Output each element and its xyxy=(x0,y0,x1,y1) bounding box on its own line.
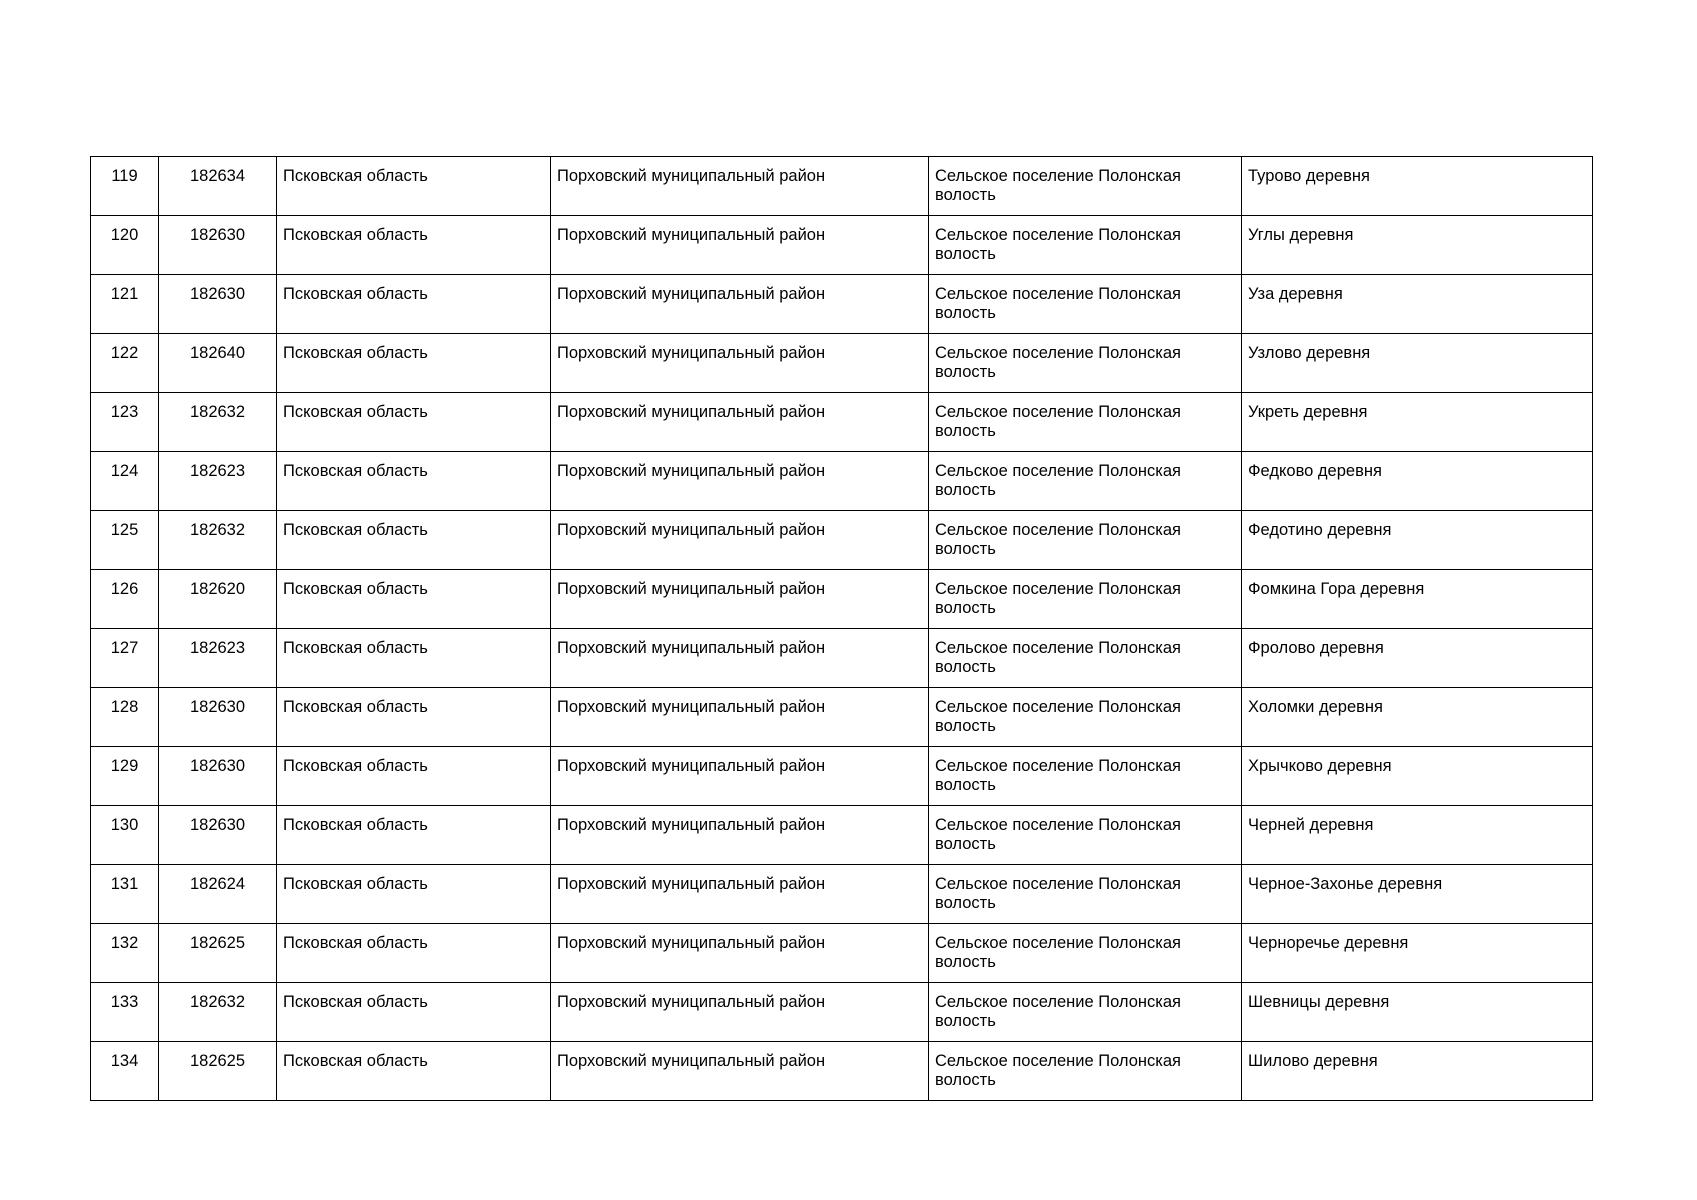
region-cell: Псковская область xyxy=(277,629,551,688)
row-number-cell: 124 xyxy=(91,452,159,511)
table-row xyxy=(91,1042,1593,1101)
locality-cell: Шевницы деревня xyxy=(1242,983,1593,1042)
postal-index-cell: 182630 xyxy=(159,216,277,275)
district-cell: Порховский муниципальный район xyxy=(551,157,929,216)
locality-cell: Черноречье деревня xyxy=(1242,924,1593,983)
row-number-cell: 119 xyxy=(91,157,159,216)
settlement-cell: Сельское поселение Полонская волость xyxy=(929,275,1242,334)
locality-cell: Турово деревня xyxy=(1242,157,1593,216)
locality-cell: Холомки деревня xyxy=(1242,688,1593,747)
table-row xyxy=(91,452,1593,511)
address-table-body xyxy=(91,157,1593,1101)
district-cell: Порховский муниципальный район xyxy=(551,452,929,511)
district-cell: Порховский муниципальный район xyxy=(551,511,929,570)
row-number-cell: 131 xyxy=(91,865,159,924)
row-number-cell: 125 xyxy=(91,511,159,570)
settlement-cell: Сельское поселение Полонская волость xyxy=(929,865,1242,924)
region-cell: Псковская область xyxy=(277,275,551,334)
district-cell: Порховский муниципальный район xyxy=(551,806,929,865)
row-number-cell: 122 xyxy=(91,334,159,393)
district-cell: Порховский муниципальный район xyxy=(551,688,929,747)
region-cell: Псковская область xyxy=(277,983,551,1042)
region-cell: Псковская область xyxy=(277,924,551,983)
postal-index-cell: 182625 xyxy=(159,1042,277,1101)
region-cell: Псковская область xyxy=(277,216,551,275)
district-cell: Порховский муниципальный район xyxy=(551,275,929,334)
locality-cell: Федотино деревня xyxy=(1242,511,1593,570)
settlement-cell: Сельское поселение Полонская волость xyxy=(929,157,1242,216)
settlement-cell: Сельское поселение Полонская волость xyxy=(929,688,1242,747)
locality-cell: Шилово деревня xyxy=(1242,1042,1593,1101)
district-cell: Порховский муниципальный район xyxy=(551,629,929,688)
postal-index-cell: 182625 xyxy=(159,924,277,983)
table-row xyxy=(91,924,1593,983)
locality-cell: Хрычково деревня xyxy=(1242,747,1593,806)
postal-index-cell: 182630 xyxy=(159,747,277,806)
region-cell: Псковская область xyxy=(277,334,551,393)
table-row xyxy=(91,983,1593,1042)
table-row xyxy=(91,629,1593,688)
region-cell: Псковская область xyxy=(277,570,551,629)
postal-index-cell: 182630 xyxy=(159,688,277,747)
table-row xyxy=(91,511,1593,570)
row-number-cell: 133 xyxy=(91,983,159,1042)
settlement-cell: Сельское поселение Полонская волость xyxy=(929,334,1242,393)
postal-index-cell: 182624 xyxy=(159,865,277,924)
region-cell: Псковская область xyxy=(277,747,551,806)
locality-cell: Федково деревня xyxy=(1242,452,1593,511)
row-number-cell: 134 xyxy=(91,1042,159,1101)
table-row xyxy=(91,865,1593,924)
settlement-cell: Сельское поселение Полонская волость xyxy=(929,1042,1242,1101)
district-cell: Порховский муниципальный район xyxy=(551,747,929,806)
locality-cell: Фомкина Гора деревня xyxy=(1242,570,1593,629)
settlement-cell: Сельское поселение Полонская волость xyxy=(929,511,1242,570)
postal-index-cell: 182640 xyxy=(159,334,277,393)
region-cell: Псковская область xyxy=(277,452,551,511)
region-cell: Псковская область xyxy=(277,393,551,452)
locality-cell: Углы деревня xyxy=(1242,216,1593,275)
settlement-cell: Сельское поселение Полонская волость xyxy=(929,924,1242,983)
row-number-cell: 126 xyxy=(91,570,159,629)
settlement-cell: Сельское поселение Полонская волость xyxy=(929,216,1242,275)
table-row xyxy=(91,393,1593,452)
locality-cell: Черней деревня xyxy=(1242,806,1593,865)
district-cell: Порховский муниципальный район xyxy=(551,1042,929,1101)
district-cell: Порховский муниципальный район xyxy=(551,983,929,1042)
postal-index-cell: 182623 xyxy=(159,629,277,688)
district-cell: Порховский муниципальный район xyxy=(551,334,929,393)
postal-index-cell: 182632 xyxy=(159,393,277,452)
address-table xyxy=(90,156,1593,1101)
district-cell: Порховский муниципальный район xyxy=(551,865,929,924)
postal-index-cell: 182630 xyxy=(159,806,277,865)
postal-index-cell: 182623 xyxy=(159,452,277,511)
locality-cell: Узлово деревня xyxy=(1242,334,1593,393)
table-row xyxy=(91,570,1593,629)
district-cell: Порховский муниципальный район xyxy=(551,924,929,983)
settlement-cell: Сельское поселение Полонская волость xyxy=(929,983,1242,1042)
locality-cell: Фролово деревня xyxy=(1242,629,1593,688)
postal-index-cell: 182630 xyxy=(159,275,277,334)
row-number-cell: 129 xyxy=(91,747,159,806)
row-number-cell: 120 xyxy=(91,216,159,275)
region-cell: Псковская область xyxy=(277,806,551,865)
table-row xyxy=(91,275,1593,334)
district-cell: Порховский муниципальный район xyxy=(551,570,929,629)
table-row xyxy=(91,157,1593,216)
region-cell: Псковская область xyxy=(277,1042,551,1101)
region-cell: Псковская область xyxy=(277,511,551,570)
region-cell: Псковская область xyxy=(277,865,551,924)
settlement-cell: Сельское поселение Полонская волость xyxy=(929,747,1242,806)
table-row xyxy=(91,216,1593,275)
table-row xyxy=(91,334,1593,393)
row-number-cell: 123 xyxy=(91,393,159,452)
locality-cell: Черное-Захонье деревня xyxy=(1242,865,1593,924)
row-number-cell: 127 xyxy=(91,629,159,688)
district-cell: Порховский муниципальный район xyxy=(551,393,929,452)
row-number-cell: 132 xyxy=(91,924,159,983)
postal-index-cell: 182632 xyxy=(159,511,277,570)
region-cell: Псковская область xyxy=(277,157,551,216)
locality-cell: Уза деревня xyxy=(1242,275,1593,334)
settlement-cell: Сельское поселение Полонская волость xyxy=(929,629,1242,688)
district-cell: Порховский муниципальный район xyxy=(551,216,929,275)
postal-index-cell: 182632 xyxy=(159,983,277,1042)
settlement-cell: Сельское поселение Полонская волость xyxy=(929,806,1242,865)
row-number-cell: 121 xyxy=(91,275,159,334)
region-cell: Псковская область xyxy=(277,688,551,747)
table-row xyxy=(91,806,1593,865)
row-number-cell: 128 xyxy=(91,688,159,747)
table-row xyxy=(91,747,1593,806)
postal-index-cell: 182620 xyxy=(159,570,277,629)
settlement-cell: Сельское поселение Полонская волость xyxy=(929,393,1242,452)
settlement-cell: Сельское поселение Полонская волость xyxy=(929,452,1242,511)
table-row xyxy=(91,688,1593,747)
row-number-cell: 130 xyxy=(91,806,159,865)
settlement-cell: Сельское поселение Полонская волость xyxy=(929,570,1242,629)
postal-index-cell: 182634 xyxy=(159,157,277,216)
locality-cell: Укреть деревня xyxy=(1242,393,1593,452)
